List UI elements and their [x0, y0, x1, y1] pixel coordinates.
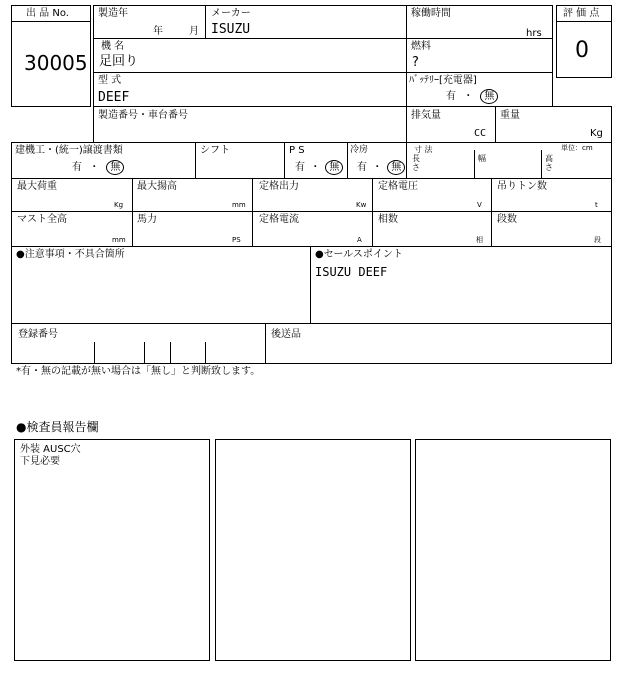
divider — [347, 142, 348, 179]
sales-value: ISUZU DEEF — [315, 265, 388, 279]
inspector-line-2: 下見必要 — [20, 456, 60, 467]
aircon-dot: ・ — [372, 162, 383, 173]
month-unit: 月 — [189, 26, 199, 37]
divider — [541, 150, 542, 179]
divider — [406, 142, 407, 179]
rated-voltage-label: 定格電圧 — [378, 181, 418, 192]
model-label: 機 名 — [101, 41, 125, 52]
hoist-tonnage-label: 吊りトン数 — [497, 181, 547, 192]
divider — [205, 5, 206, 39]
dims-height: 高 さ — [545, 154, 553, 172]
hours-unit: hrs — [526, 28, 542, 39]
registration-label: 登録番号 — [18, 329, 58, 340]
serial-label: 製造番号・車台番号 — [98, 110, 188, 121]
divider — [252, 178, 253, 247]
inspector-label: ●検査員報告欄 — [16, 420, 99, 434]
lot-no-value: 30005 — [24, 51, 88, 75]
max-lift-label: 最大揚高 — [137, 181, 177, 192]
stages-unit: 段 — [594, 236, 601, 244]
stages-label: 段数 — [497, 214, 517, 225]
cert-label: 建機工・(統一)譲渡書類 — [15, 145, 123, 156]
year-label: 製造年 — [98, 8, 128, 19]
registration-row — [11, 323, 612, 364]
cert-no: 無 — [106, 160, 124, 175]
ps-label: P S — [289, 145, 305, 156]
hours-label: 稼働時間 — [411, 8, 451, 19]
max-load-unit: Kg — [114, 201, 124, 209]
inspector-box-1 — [14, 439, 210, 661]
rated-current-label: 定格電流 — [259, 214, 299, 225]
dims-length: 長 さ — [412, 154, 420, 172]
fuel-value: ? — [412, 55, 419, 70]
divider — [284, 142, 285, 179]
divider — [265, 323, 266, 364]
year-unit: 年 — [153, 26, 163, 37]
model-value: 足回り — [99, 54, 139, 69]
battery-no: 無 — [480, 89, 498, 104]
aircon-yes: 有 — [357, 162, 367, 173]
divider — [170, 342, 171, 364]
divider — [474, 150, 475, 179]
lot-no-label: 出 品 No. — [26, 8, 69, 19]
type-label: 型 式 — [98, 75, 122, 86]
divider — [132, 178, 133, 247]
battery-dot: ・ — [463, 91, 474, 102]
rated-output-label: 定格出力 — [259, 181, 299, 192]
fuel-label: 燃料 — [411, 41, 431, 52]
divider — [406, 5, 407, 107]
phase-unit: 相 — [476, 236, 483, 244]
inspector-box-3 — [415, 439, 611, 661]
divider — [205, 342, 206, 364]
aircon-no: 無 — [387, 160, 405, 175]
cert-yes: 有 — [72, 162, 82, 173]
ps-dot: ・ — [310, 162, 321, 173]
ps-options — [295, 160, 343, 175]
ps-no: 無 — [325, 160, 343, 175]
divider — [93, 72, 553, 73]
max-load-label: 最大荷重 — [17, 181, 57, 192]
displacement-unit: CC — [474, 128, 487, 139]
horsepower-label: 馬力 — [137, 214, 157, 225]
phase-label: 相数 — [378, 214, 398, 225]
battery-label: ﾊﾞｯﾃﾘｰ[充電器] — [409, 75, 477, 86]
horsepower-unit: PS — [232, 236, 241, 244]
divider — [144, 342, 145, 364]
aircon-label: 冷房 — [350, 145, 369, 155]
divider — [195, 142, 196, 179]
inspector-line-1: 外装 AUSC穴 — [20, 444, 81, 455]
battery-yes: 有 — [446, 91, 456, 102]
battery-options — [446, 89, 498, 104]
ps-yes: 有 — [295, 162, 305, 173]
max-lift-unit: mm — [232, 201, 246, 209]
aircon-options — [357, 160, 405, 175]
rated-current-unit: A — [357, 236, 362, 244]
weight-unit: Kg — [590, 128, 603, 139]
dims-unit-note: 単位：cm — [561, 144, 593, 152]
divider — [495, 106, 496, 143]
divider — [94, 342, 95, 364]
divider — [491, 178, 492, 247]
sales-label: ●セールスポイント — [315, 249, 403, 260]
cert-options — [72, 160, 124, 175]
divider — [93, 38, 553, 39]
type-value: DEEF — [98, 90, 130, 105]
rating-label: 評 価 点 — [563, 8, 600, 19]
inspector-box-2 — [215, 439, 411, 661]
rating-value: 0 — [575, 38, 589, 63]
rated-voltage-unit: V — [477, 201, 482, 209]
weight-label: 重量 — [500, 110, 520, 121]
spec-row-3 — [11, 211, 612, 247]
dims-width: 幅 — [478, 154, 486, 163]
maker-value: ISUZU — [211, 22, 251, 37]
hoist-tonnage-unit: t — [595, 201, 598, 209]
shift-label: シフト — [200, 145, 230, 156]
divider — [310, 246, 311, 324]
dims-label: 寸 法 — [414, 145, 433, 154]
displacement-label: 排気量 — [411, 110, 441, 121]
divider — [406, 106, 407, 143]
mast-height-label: マスト全高 — [17, 214, 67, 225]
footnote: *有・無の記載が無い場合は「無し」と判断致します。 — [16, 366, 261, 377]
rated-output-unit: Kw — [356, 201, 367, 209]
notes-label: ●注意事項・不具合箇所 — [16, 249, 125, 260]
shipping-label: 後送品 — [271, 329, 301, 340]
divider — [372, 178, 373, 247]
mast-height-unit: mm — [112, 236, 126, 244]
maker-label: メーカー — [211, 8, 251, 19]
cert-dot: ・ — [89, 162, 100, 173]
